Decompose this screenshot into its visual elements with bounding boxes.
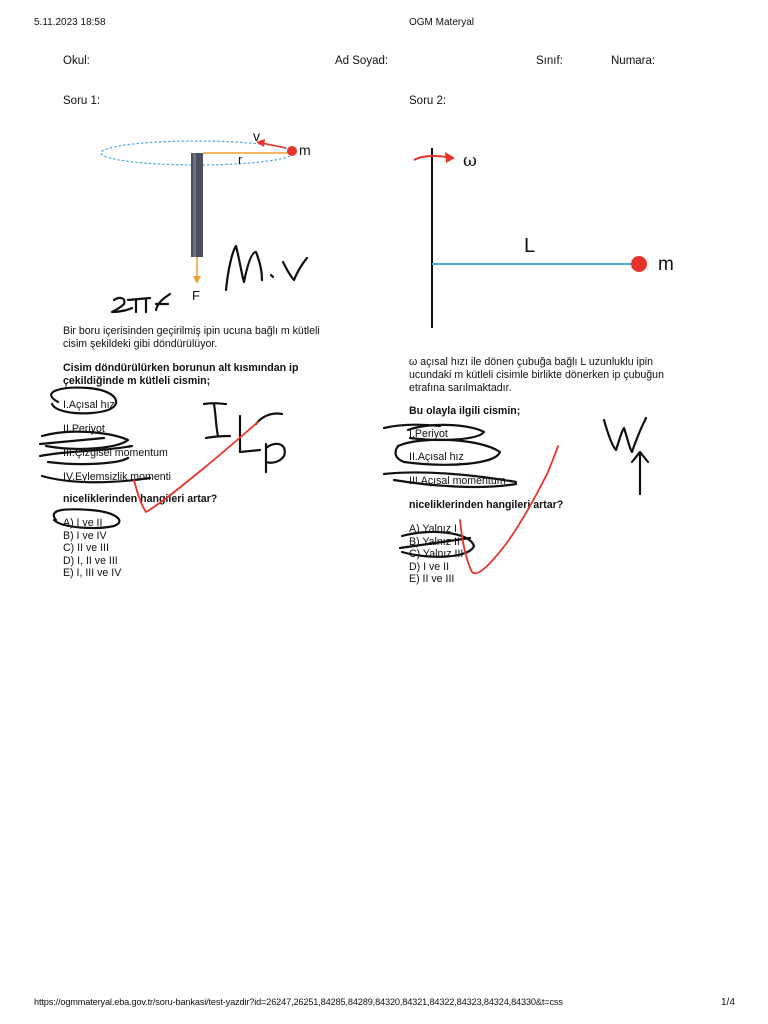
q2-item-3: III.Açısal momentum bbox=[409, 475, 506, 487]
q1-label-m: m bbox=[299, 142, 311, 158]
q1-item-3: III.Çizgisel momentum bbox=[63, 447, 168, 459]
q2-option-d[interactable]: D) I ve II bbox=[409, 560, 450, 573]
q1-prompt: niceliklerinden hangileri artar? bbox=[63, 493, 218, 505]
name-label: Ad Soyad: bbox=[335, 55, 389, 67]
print-page-title: OGM Materyal bbox=[409, 17, 475, 28]
q1-intro: Bir boru içerisinden geçirilmiş ipin ucuna bağlı m kütleli cisim şekildeki gibi döndürülüyor. bbox=[63, 325, 320, 350]
print-footer-url: https://ogmmateryal.eba.gov.tr/soru-bankasi/test-yazdir?id=26247,26251,84285,84289,84320,84321,84322,84323,84324,84330&t=css bbox=[34, 997, 563, 1007]
q2-label-m: m bbox=[658, 254, 674, 275]
q1-strike-item2 bbox=[40, 438, 104, 444]
q2-circle-item2 bbox=[396, 440, 500, 465]
handwritten-mv bbox=[226, 246, 262, 290]
q1-circle-optionA bbox=[54, 509, 120, 528]
handwritten-I bbox=[204, 403, 230, 438]
q2-question: Bu olayla ilgili cismin; bbox=[409, 405, 521, 417]
q1-label-F: F bbox=[192, 288, 200, 303]
q2-label-L: L bbox=[524, 235, 536, 257]
q2-option-e[interactable]: E) II ve III bbox=[409, 573, 455, 586]
q2-circle-item1 bbox=[408, 425, 484, 440]
print-datetime: 5.11.2023 18:58 bbox=[34, 17, 106, 28]
q1-circle-item1 bbox=[51, 388, 116, 414]
q2-item-2: II.Açısal hız bbox=[409, 451, 464, 463]
q1-label-r: r bbox=[238, 152, 243, 167]
q2-heading: Soru 2: bbox=[409, 95, 447, 107]
q1-question: Cisim döndürülürken borunun alt kısmından ip çekildiğinde m kütleli cismin; bbox=[63, 362, 299, 387]
handwritten-P bbox=[266, 444, 285, 472]
q1-option-a[interactable]: A) I ve II bbox=[63, 517, 103, 529]
q1-option-d[interactable]: D) I, II ve III bbox=[63, 554, 118, 567]
q2-circle-item3 bbox=[394, 480, 516, 487]
q1-heading: Soru 1: bbox=[63, 95, 101, 107]
q2-option-b[interactable]: B) Yalnız II bbox=[409, 535, 460, 548]
q2-option-a[interactable]: A) Yalnız I bbox=[409, 523, 457, 535]
q2-prompt: niceliklerinden hangileri artar? bbox=[409, 499, 564, 511]
q1-option-b[interactable]: B) I ve IV bbox=[63, 529, 107, 542]
q1-option-e[interactable]: E) I, III ve IV bbox=[63, 567, 122, 580]
number-label: Numara: bbox=[611, 55, 656, 67]
q1-item-1: I.Açısal hız bbox=[63, 399, 115, 411]
handwritten-arrow bbox=[632, 452, 648, 494]
print-page-number: 1/4 bbox=[721, 997, 735, 1008]
q2-intro: ω açısal hızı ile dönen çubuğa bağlı L uzunluklu ipin ucundaki m kütleli cisimle birlikte dönerken ip çubuğun etrafına sarılmaktadır. bbox=[409, 356, 664, 394]
q1-circle-item3 bbox=[48, 458, 128, 464]
school-label: Okul: bbox=[63, 55, 90, 67]
q1-item-4: IV.Eylemsizlik momenti bbox=[63, 471, 171, 483]
q2-item-1: I.Periyot bbox=[409, 428, 448, 440]
q2-option-c[interactable]: C) Yalnız III bbox=[409, 548, 464, 561]
handwritten-omega bbox=[604, 418, 646, 452]
q1-label-v: v bbox=[253, 128, 260, 144]
q2-label-omega: ω bbox=[463, 151, 477, 171]
class-label: Sınıf: bbox=[536, 55, 563, 67]
q2-red-check bbox=[460, 446, 558, 573]
q1-option-c[interactable]: C) II ve III bbox=[63, 542, 109, 555]
q1-item-2: II.Periyot bbox=[63, 423, 105, 435]
